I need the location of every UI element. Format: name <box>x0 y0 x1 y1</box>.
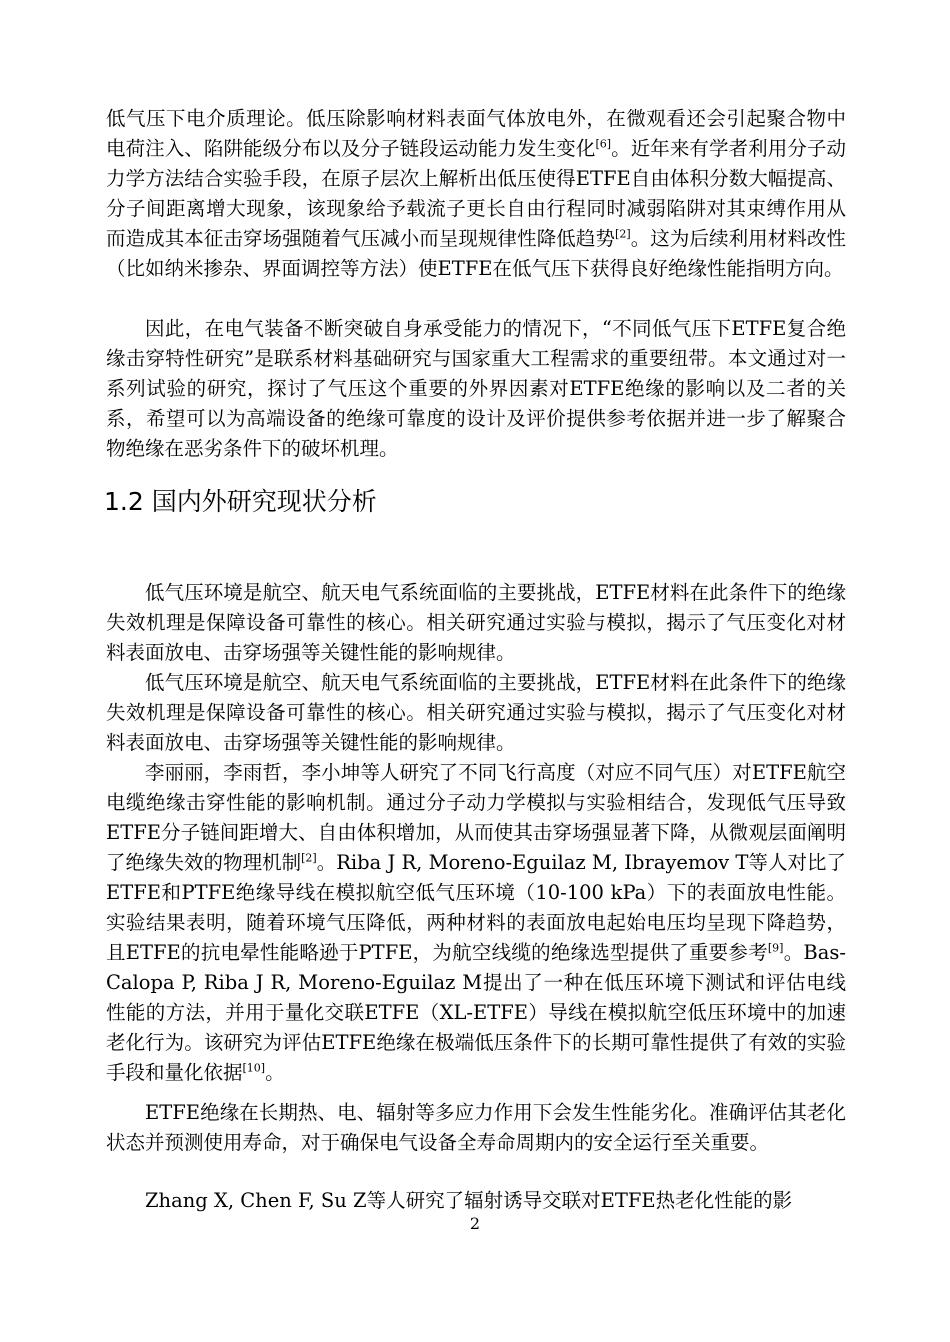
citation-2: [2] <box>615 227 631 241</box>
paragraph-research-significance <box>106 314 846 464</box>
paragraph-low-pressure-challenge-repeat <box>106 668 846 758</box>
text-run: 李丽丽，李雨哲，李小坤等人研究了不同飞行高度（对应不同气压）对ETFE航空电缆绝缘击穿性能的影响机制。通过分子动力学模拟与实验相结合，发现低气压导致ETFE分子链间距增大、自由体积增加，从而使其击穿场强显著下降，从微观层面阐明了绝缘失效的物理机制 <box>106 761 846 874</box>
text-run: 。 <box>265 1061 285 1084</box>
text-run: 。近年来有学者利用分子动力学方法结合实验手段，在原子层次上解析出低压使得ETFE自由体积分数大幅提高、分子间距离增大现象，该现象给予载流子更长自由行程同时减弱陷阱对其束缚作用从而造成其本征击穿场强随着气压减小而呈现规律性降低趋势 <box>106 137 846 250</box>
text-run: Zhang X, Chen F, Su Z等人研究了辐射诱导交联对ETFE热老化性能的影 <box>145 1189 793 1212</box>
text-run: 。这为后续利用材料改性（比如纳米掺杂、界面调控等方法）使ETFE在低气压下获得良好绝缘性能指明方向。 <box>106 227 846 280</box>
section-heading: 1.2 国内外研究现状分析 <box>104 487 377 516</box>
citation-2: [2] <box>301 851 317 865</box>
paragraph-aging-assessment <box>106 1098 846 1158</box>
text-run: 因此，在电气装备不断突破自身承受能力的情况下，“不同低气压下ETFE复合绝缘击穿特性研究”是联系材料基础研究与国家重大工程需求的重要纽带。本文通过对一系列试验的研究，探讨了气压这个重要的外界因素对ETFE绝缘的影响以及二者的关系，希望可以为高端设备的绝缘可靠度的设计及评价提供参考依据并进一步了解聚合物绝缘在恶劣条件下的破坏机理。 <box>106 317 846 460</box>
text-run: 。Bas-Calopa P, Riba J R, Moreno-Eguilaz M提出了一种在低压环境下测试和评估电线性能的方法，并用于量化交联ETFE（XL-ETFE）导线在模拟航空低压环境中的加速老化行为。该研究为评估ETFE绝缘在极端低压条件下的长期可靠性提供了有效的实验手段和量化依据 <box>106 941 846 1084</box>
text-run: 低气压环境是航空、航天电气系统面临的主要挑战，ETFE材料在此条件下的绝缘失效机理是保障设备可靠性的核心。相关研究通过实验与模拟，揭示了气压变化对材料表面放电、击穿场强等关键性能的影响规律。 <box>106 581 846 664</box>
paragraph-radiation-crosslinking <box>106 1186 846 1216</box>
text-run: 低气压环境是航空、航天电气系统面临的主要挑战，ETFE材料在此条件下的绝缘失效机理是保障设备可靠性的核心。相关研究通过实验与模拟，揭示了气压变化对材料表面放电、击穿场强等关键性能的影响规律。 <box>106 671 846 754</box>
citation-10: [10] <box>242 1061 266 1075</box>
text-run: ETFE绝缘在长期热、电、辐射等多应力作用下会发生性能劣化。准确评估其老化状态并预测使用寿命，对于确保电气设备全寿命周期内的安全运行至关重要。 <box>106 1101 846 1154</box>
citation-9: [9] <box>767 941 784 955</box>
paragraph-low-pressure-challenge <box>106 578 846 668</box>
text-run: 低气压下电介质理论。低压除影响材料表面气体放电外，在微观看还会引起聚合物中电荷注入、陷阱能级分布以及分子链段运动能力发生变化 <box>106 107 846 160</box>
paragraph-low-pressure-theory <box>106 104 846 284</box>
paragraph-literature-review <box>106 758 846 1088</box>
text-run: 。Riba J R, Moreno-Eguilaz M, Ibrayemov T等人对比了ETFE和PTFE绝缘导线在模拟航空低气压环境（10-100 kPa）下的表面放电性能。实验结果表明，随着环境气压降低，两种材料的表面放电起始电压均呈现下降趋势，且ETFE的抗电晕性能略逊于PTFE，为航空线缆的绝缘选型提供了重要参考 <box>106 851 846 964</box>
citation-6: [6] <box>595 137 612 151</box>
page-number: 2 <box>469 1214 481 1233</box>
